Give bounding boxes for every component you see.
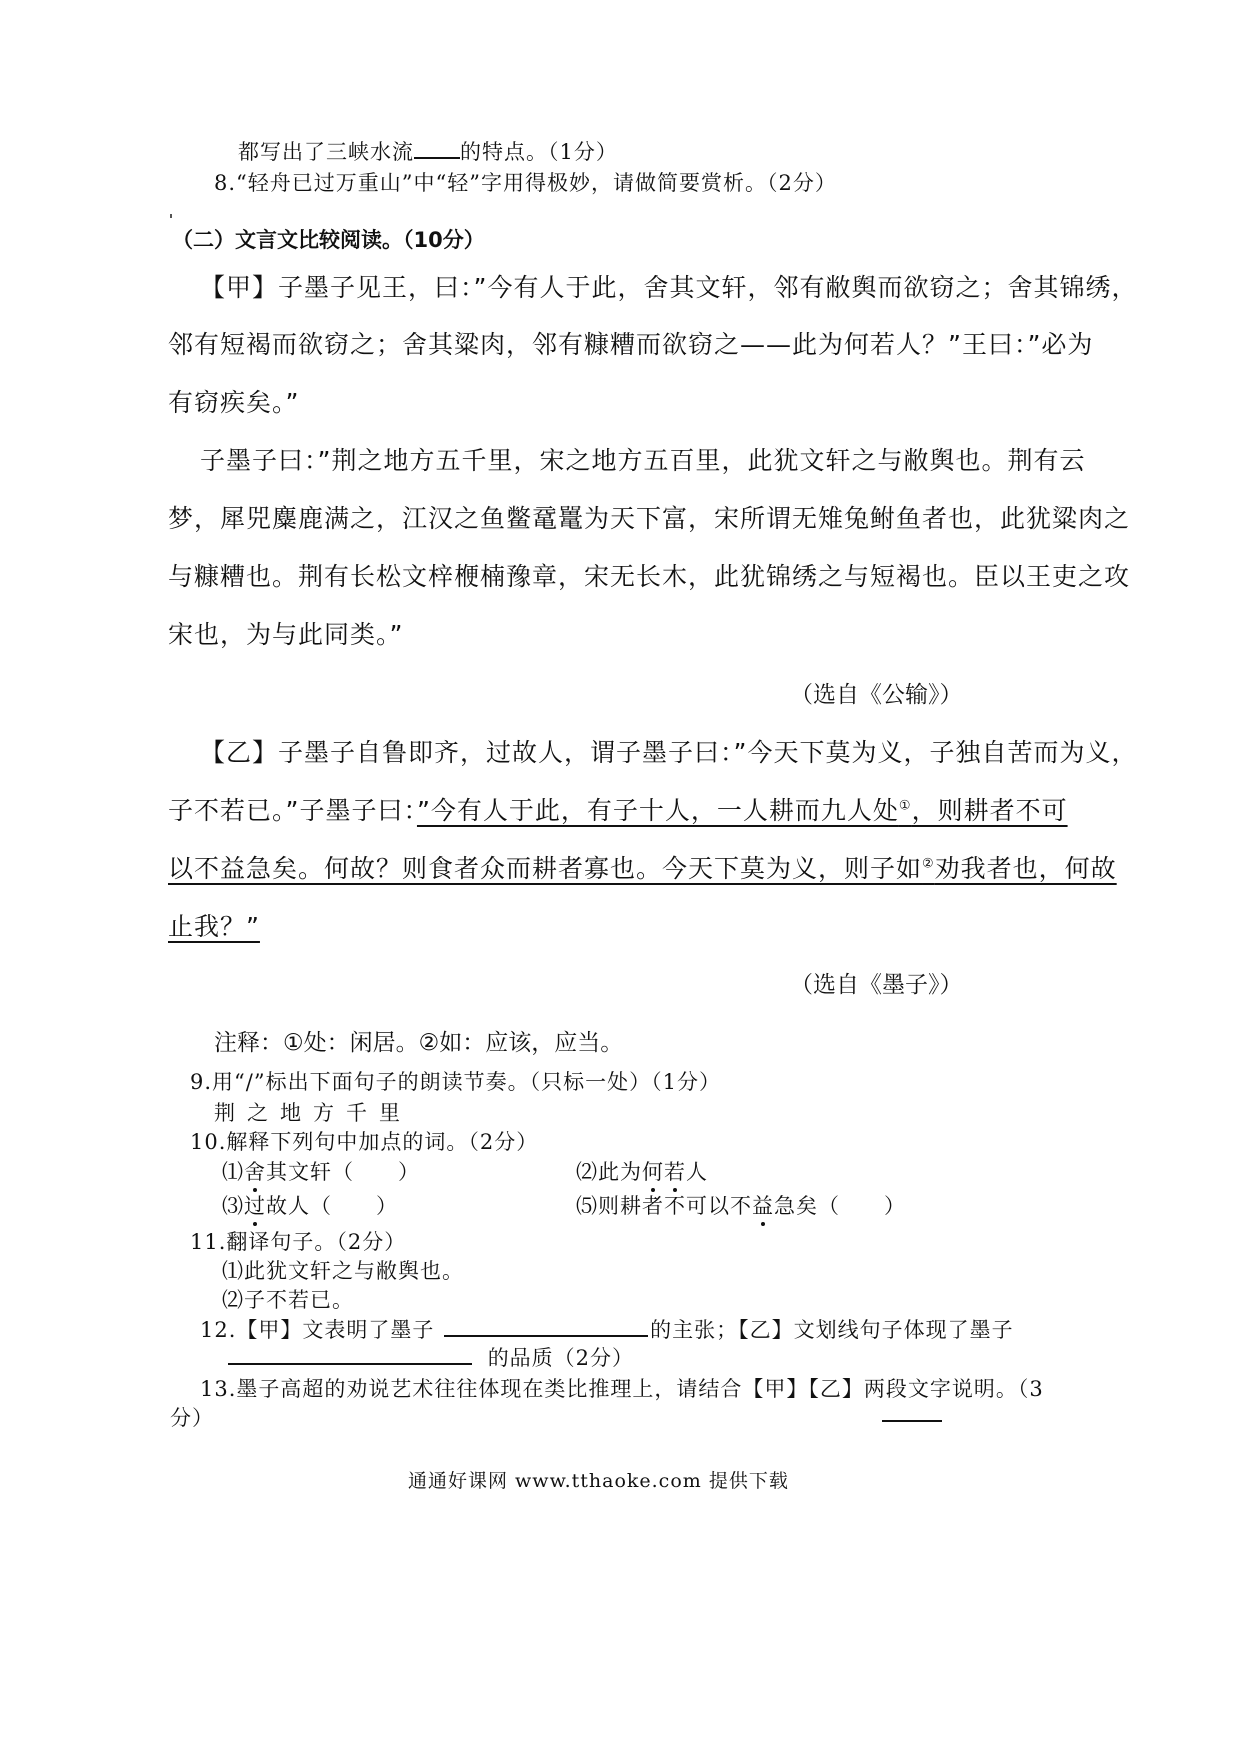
yi-source: （选自《墨子》） [790, 972, 963, 998]
question-13: 13.墨子高超的劝说艺术往往体现在类比推理上，请结合【甲】【乙】两段文字说明。（3 [200, 1377, 1044, 1401]
q12-text-pre: 12.【甲】文表明了墨子 [200, 1318, 435, 1342]
question-13-cont: 分） [170, 1406, 214, 1430]
q7-text-before: 都写出了三峡水流 [238, 140, 414, 164]
jia-line-2: 邻有短褐而欲窃之；舍其粱肉，邻有糠糟而欲窃之——此为何若人？”王曰：”必为 [168, 330, 1094, 359]
q7-blank[interactable] [414, 136, 460, 159]
question-12 [200, 1314, 1014, 1344]
q10-item-1[interactable] [222, 1156, 420, 1186]
section-2-title: （二）文言文比较阅读。（10分） [172, 228, 485, 252]
q12-text-post: 的品质（2分） [487, 1346, 635, 1370]
yi-line-1: 【乙】子墨子自鲁即齐，过故人，谓子墨子曰：”今天下莫为义，子独自苦而为义， [200, 738, 1138, 767]
jia-line-1: 【甲】子墨子见王，曰：”今有人于此，舍其文轩，邻有敝舆而欲窃之；舍其锦绣， [200, 273, 1138, 302]
q12-text-mid: 的主张；【乙】文划线句子体现了墨子 [650, 1318, 1014, 1342]
q10-item-3-number: ⑶ [222, 1194, 244, 1218]
yi-underlined-text: ”今有人于此，有子十人，一人耕而九人处 [416, 796, 899, 825]
dotted-word-she: 舍 [244, 1160, 266, 1184]
q10-item-1-number: ⑴ [222, 1160, 244, 1184]
q10-item-3[interactable] [222, 1190, 398, 1220]
dotted-word-yi: 益 [752, 1194, 774, 1218]
q11-sentence-1: ⑴此犹文轩之与敝舆也。 [222, 1259, 464, 1283]
yi-line-2 [168, 791, 1068, 827]
jia-line-5: 梦，犀兕麋鹿满之，江汉之鱼鳖鼋鼍为天下富，宋所谓无雉兔鲋鱼者也，此犹粱肉之 [168, 504, 1131, 533]
q10-item-3-rest: 故人（ ） [266, 1194, 398, 1218]
yi-line-3 [168, 849, 1117, 885]
dotted-word-he: 何 [642, 1160, 664, 1184]
jia-line-7: 宋也，为与此同类。” [168, 620, 404, 649]
q7-tail [238, 136, 618, 166]
question-8: 8.“轻舟已过万重山”中“轻”字用得极妙，请做简要赏析。（2分） [214, 171, 837, 195]
jia-source: （选自《公输》） [790, 682, 963, 708]
q12-line-2 [228, 1342, 634, 1372]
q11-sentence-2: ⑵子不若已。 [222, 1288, 354, 1312]
q7-text-after: 的特点。（1分） [460, 140, 618, 164]
annotation: 注释：①处：闲居。②如：应该，应当。 [214, 1030, 624, 1056]
jia-line-4: 子墨子曰：”荆之地方五千里，宋之地方五百里，此犹文轩之与敝舆也。荆有云 [200, 446, 1086, 475]
footer-text: 通通好课网 www.tthaoke.com 提供下载 [408, 1470, 789, 1492]
footnote-2-marker: ② [922, 856, 935, 872]
yi-line-3-b: 劝我者也，何故 [934, 854, 1117, 883]
dotted-word-guo: 过 [244, 1194, 266, 1218]
yi-line-2-plain: 子不若已。”子墨子曰： [168, 796, 417, 825]
q10-item-5-rest: 急矣（ ） [774, 1194, 906, 1218]
yi-underlined-text-end: ，则耕者不可 [911, 796, 1068, 825]
q9-sentence[interactable]: 荆之地方千里 [214, 1101, 412, 1125]
scan-speck [170, 214, 172, 218]
q10-item-2-rest: 人 [686, 1160, 708, 1184]
q10-item-2[interactable] [576, 1156, 708, 1186]
q10-item-1-rest: 其文轩（ ） [266, 1160, 420, 1184]
q12-blank-1[interactable] [444, 1314, 648, 1337]
q13-answer-line[interactable] [882, 1420, 942, 1422]
question-11: 11.翻译句子。（2分） [190, 1230, 407, 1254]
question-9: 9.用“/”标出下面句子的朗读节奏。（只标一处）（1分） [190, 1070, 721, 1094]
yi-line-3-a: 以不益急矣。何故？则食者众而耕者寡也。今天下莫为义，则子如 [168, 854, 923, 883]
yi-underlined-start [417, 796, 1068, 825]
dotted-word-ruo: 若 [664, 1160, 686, 1184]
jia-line-6: 与糠糟也。荆有长松文梓楩楠豫章，宋无长木，此犹锦绣之与短褐也。臣以王吏之攻 [168, 562, 1131, 591]
question-10: 10.解释下列句中加点的词。（2分） [190, 1130, 539, 1154]
yi-line-4: 止我？” [168, 912, 260, 941]
jia-line-3: 有窃疾矣。” [168, 388, 300, 417]
q12-blank-2[interactable] [228, 1342, 472, 1365]
q10-item-5[interactable] [576, 1190, 906, 1220]
footnote-1-marker: ① [898, 798, 912, 814]
q10-item-5-number: ⑸则耕者不可以不 [576, 1194, 752, 1218]
q10-item-2-number: ⑵此为 [576, 1160, 642, 1184]
